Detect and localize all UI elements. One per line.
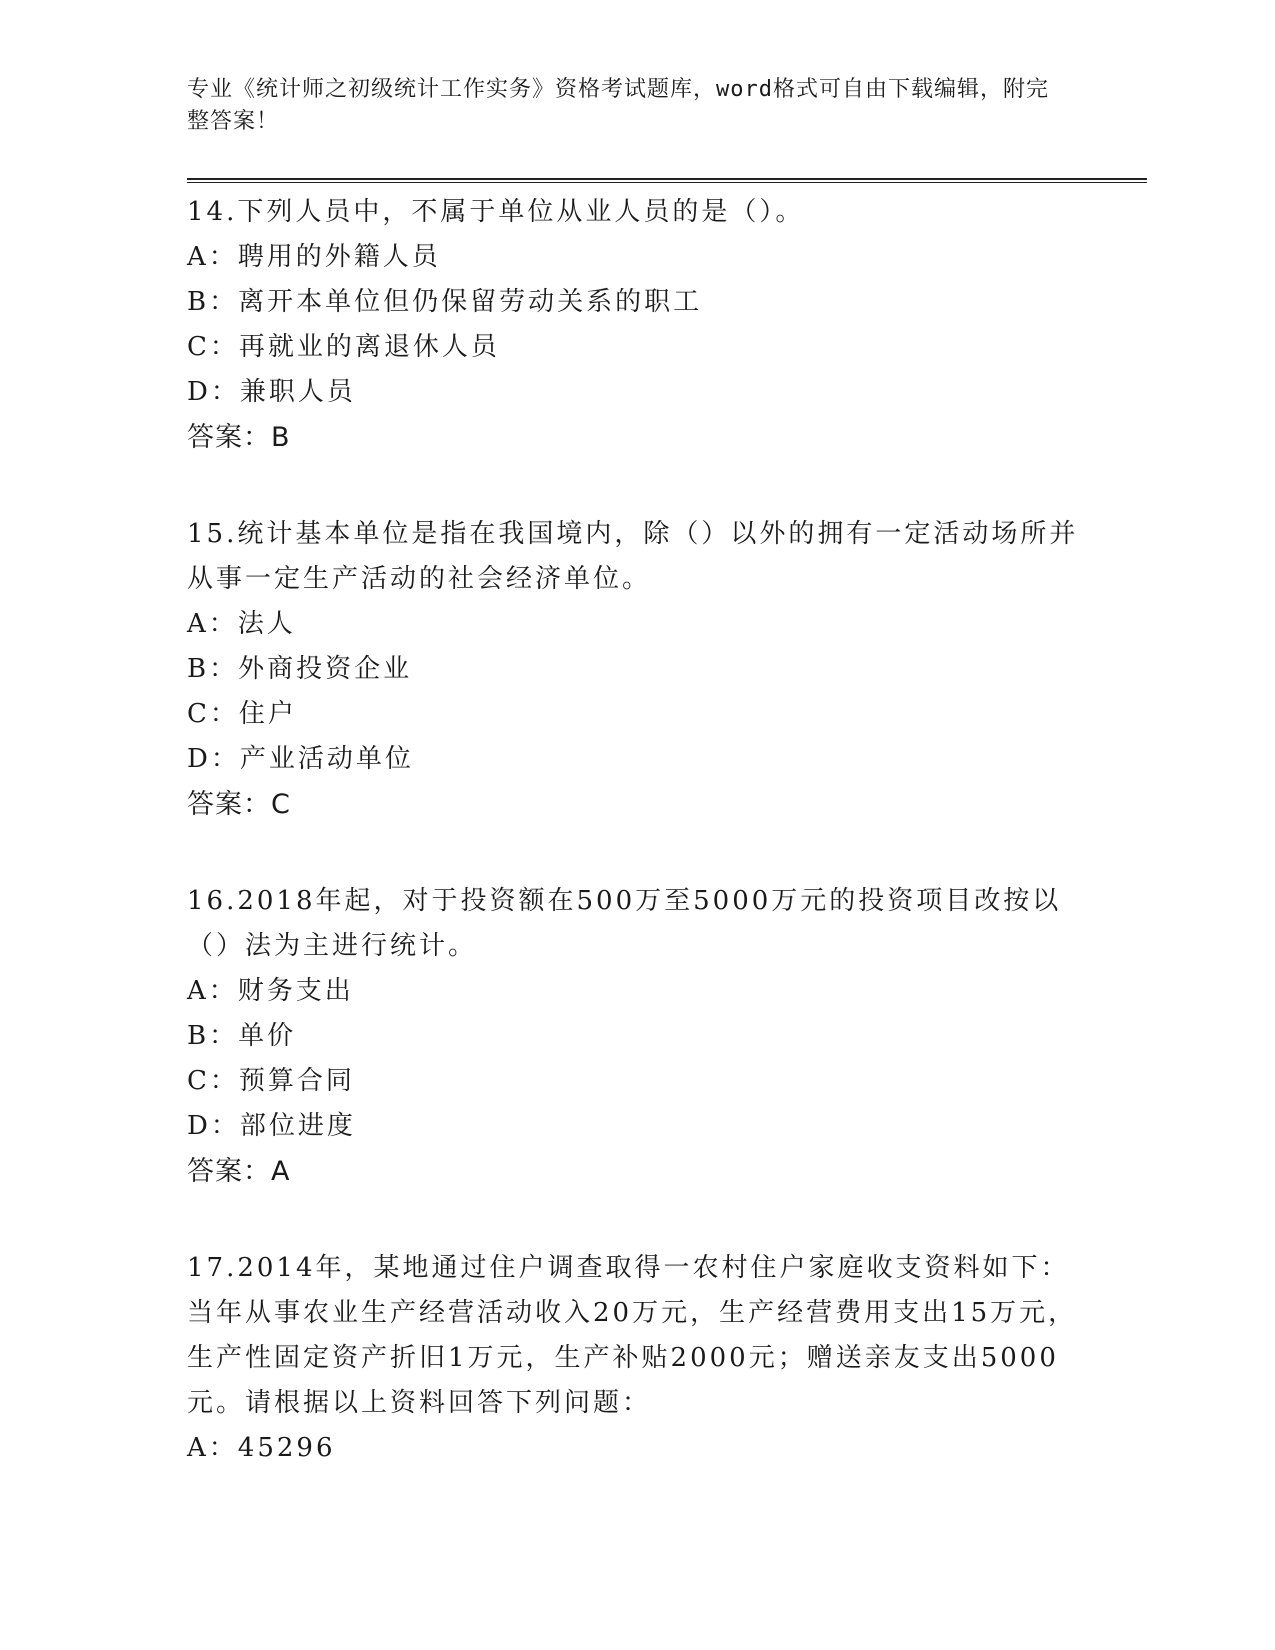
header-divider xyxy=(187,178,1147,183)
option-c: C：再就业的离退休人员 xyxy=(187,332,500,362)
option-b: B：外商投资企业 xyxy=(187,654,413,684)
question-stem: 16.2018年起，对于投资额在500万至5000万元的投资项目改按以（）法为主进行统计。 xyxy=(187,886,1062,961)
option-a: A：财务支出 xyxy=(187,976,354,1006)
option-a: A：45296 xyxy=(187,1433,336,1463)
answer: 答案：B xyxy=(187,422,291,453)
option-b: B：单价 xyxy=(187,1021,297,1051)
option-a: A：聘用的外籍人员 xyxy=(187,242,441,272)
option-c: C：住户 xyxy=(187,699,297,729)
question-17 xyxy=(187,1246,1087,1471)
question-16 xyxy=(187,879,1087,1195)
answer: 答案：A xyxy=(187,1156,291,1187)
question-stem: 15.统计基本单位是指在我国境内，除（）以外的拥有一定活动场所并从事一定生产活动的社会经济单位。 xyxy=(187,519,1079,594)
option-a: A：法人 xyxy=(187,609,296,639)
question-15 xyxy=(187,512,1087,828)
question-stem: 14.下列人员中，不属于单位从业人员的是（）。 xyxy=(187,197,805,227)
question-stem: 17.2014年，某地通过住户调查取得一农村住户家庭收支资料如下：当年从事农业生产经营活动收入20万元，生产经营费用支出15万元，生产性固定资产折旧1万元，生产补贴2000元；赠送亲友支出5000元。请根据以上资料回答下列问题： xyxy=(187,1253,1078,1418)
header-note: 专业《统计师之初级统计工作实务》资格考试题库，word格式可自由下载编辑，附完整答案！ xyxy=(187,77,1049,134)
question-list xyxy=(187,190,1087,1522)
option-b: B：离开本单位但仍保留劳动关系的职工 xyxy=(187,287,703,317)
option-c: C：预算合同 xyxy=(187,1066,355,1096)
option-d: D：产业活动单位 xyxy=(187,744,414,774)
question-14 xyxy=(187,190,1087,461)
answer: 答案：C xyxy=(187,789,291,820)
option-d: D：兼职人员 xyxy=(187,377,356,407)
option-d: D：部位进度 xyxy=(187,1111,356,1141)
